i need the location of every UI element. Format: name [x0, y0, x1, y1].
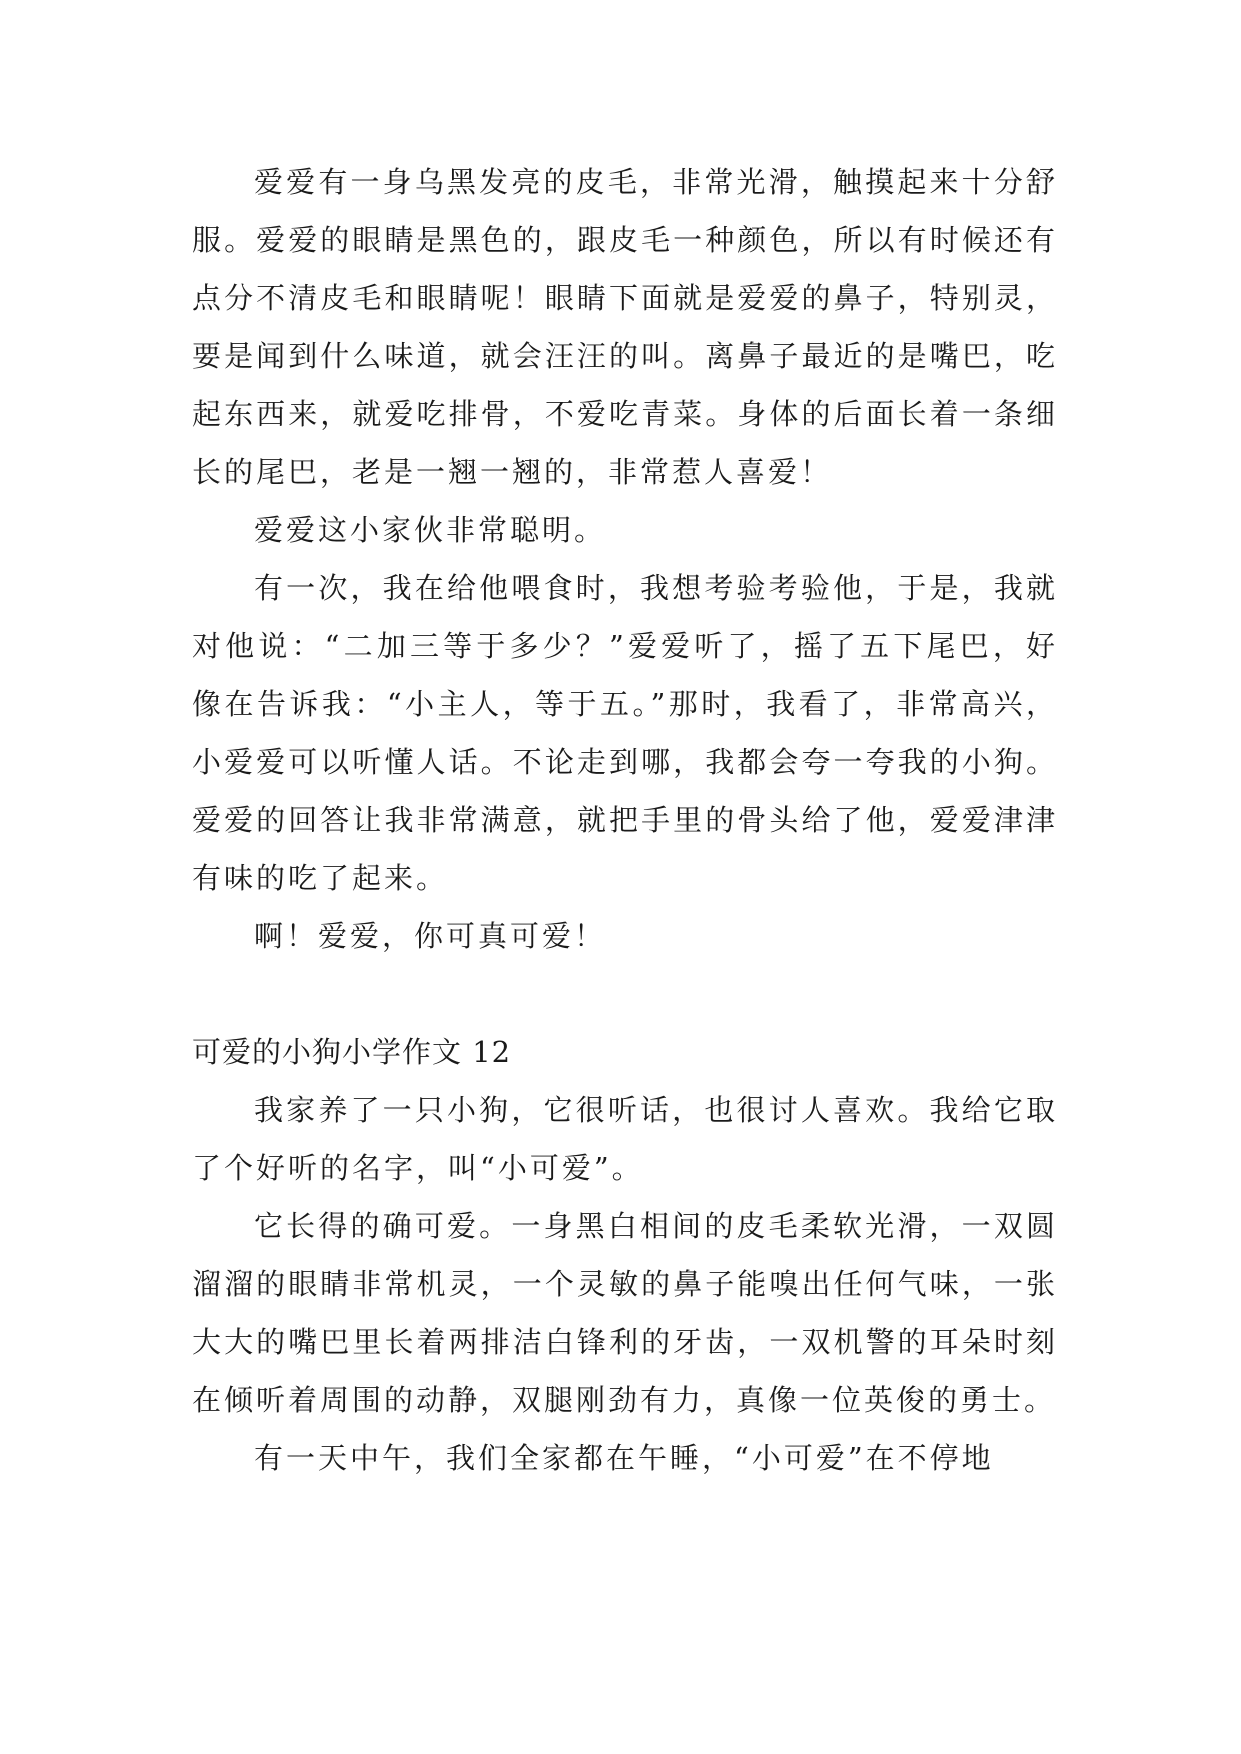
document-body	[192, 153, 1058, 1487]
paragraph-dog-appearance: 它长得的确可爱。一身黑白相间的皮毛柔软光滑，一双圆溜溜的眼睛非常机灵，一个灵敏的鼻子能嗅出任何气味，一张大大的嘴巴里长着两排洁白锋利的牙齿，一双机警的耳朵时刻在倾听着周围的动静，双腿刚劲有力，真像一位英俊的勇士。	[192, 1209, 1058, 1417]
section-title: 可爱的小狗小学作文 12	[192, 1035, 512, 1069]
paragraph-dog-name: 我家养了一只小狗，它很听话，也很讨人喜欢。我给它取了个好听的名字，叫“小可爱”。	[192, 1093, 1058, 1185]
paragraph-exclamation: 啊！爱爱，你可真可爱！	[254, 919, 607, 953]
paragraph-smart-dog: 爱爱这小家伙非常聪明。	[254, 513, 607, 547]
paragraph-fur-description: 爱爱有一身乌黑发亮的皮毛，非常光滑，触摸起来十分舒服。爱爱的眼睛是黑色的，跟皮毛一种颜色，所以有时候还有点分不清皮毛和眼睛呢！眼睛下面就是爱爱的鼻子，特别灵，要是闻到什么味道，就会汪汪的叫。离鼻子最近的是嘴巴，吃起东西来，就爱吃排骨，不爱吃青菜。身体的后面长着一条细长的尾巴，老是一翘一翘的，非常惹人喜爱！	[192, 165, 1058, 489]
section-spacer	[192, 965, 1058, 1023]
paragraph-math-story: 有一次，我在给他喂食时，我想考验考验他，于是，我就对他说：“二加三等于多少？”爱爱听了，摇了五下尾巴，好像在告诉我：“小主人，等于五。”那时，我看了，非常高兴，小爱爱可以听懂人话。不论走到哪，我都会夸一夸我的小狗。爱爱的回答让我非常满意，就把手里的骨头给了他，爱爱津津有味的吃了起来。	[192, 571, 1058, 895]
paragraph-noon-story: 有一天中午，我们全家都在午睡，“小可爱”在不停地	[254, 1441, 994, 1475]
